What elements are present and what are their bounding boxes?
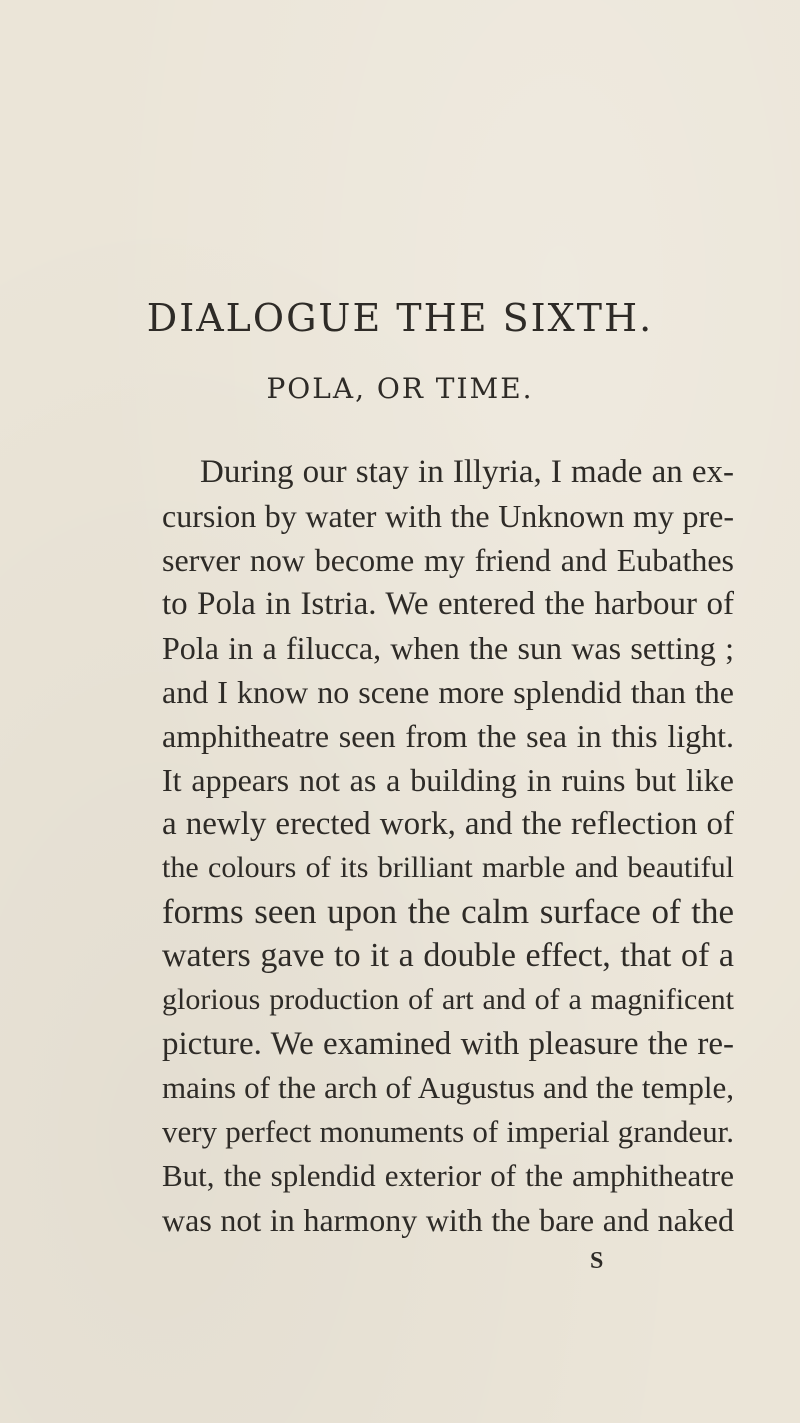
text-line: server now become my friend and Eubathes xyxy=(162,542,734,578)
text-line: Pola in a filucca, when the sun was setting ; xyxy=(162,630,734,666)
chapter-subtitle: POLA, OR TIME. xyxy=(266,372,534,405)
chapter-title: DIALOGUE THE SIXTH. xyxy=(146,296,654,340)
text-line: It appears not as a building in ruins but like xyxy=(162,762,734,798)
text-line: glorious production of art and of a magnificent xyxy=(162,983,734,1016)
text-line: forms seen upon the calm surface of the xyxy=(162,892,734,931)
text-line: During our stay in Illyria, I made an ex- xyxy=(200,454,734,490)
text-line: a newly erected work, and the reflection of xyxy=(162,806,734,842)
text-line: was not in harmony with the bare and naked xyxy=(162,1202,734,1238)
text-line: very perfect monuments of imperial grandeur. xyxy=(162,1114,734,1149)
text-line: cursion by water with the Unknown my pre- xyxy=(162,498,734,534)
text-line: to Pola in Istria. We entered the harbour of xyxy=(162,586,734,622)
text-line: the colours of its brilliant marble and beautiful xyxy=(162,851,734,884)
text-line: mains of the arch of Augustus and the temple, xyxy=(162,1070,734,1105)
text-line: picture. We examined with pleasure the re- xyxy=(162,1026,734,1062)
text-line: waters gave to it a double effect, that of a xyxy=(162,937,734,974)
signature-mark: S xyxy=(590,1248,604,1274)
text-line: But, the splendid exterior of the amphitheatre xyxy=(162,1158,734,1193)
text-line: amphitheatre seen from the sea in this light. xyxy=(162,718,734,754)
text-line: and I know no scene more splendid than the xyxy=(162,674,734,710)
